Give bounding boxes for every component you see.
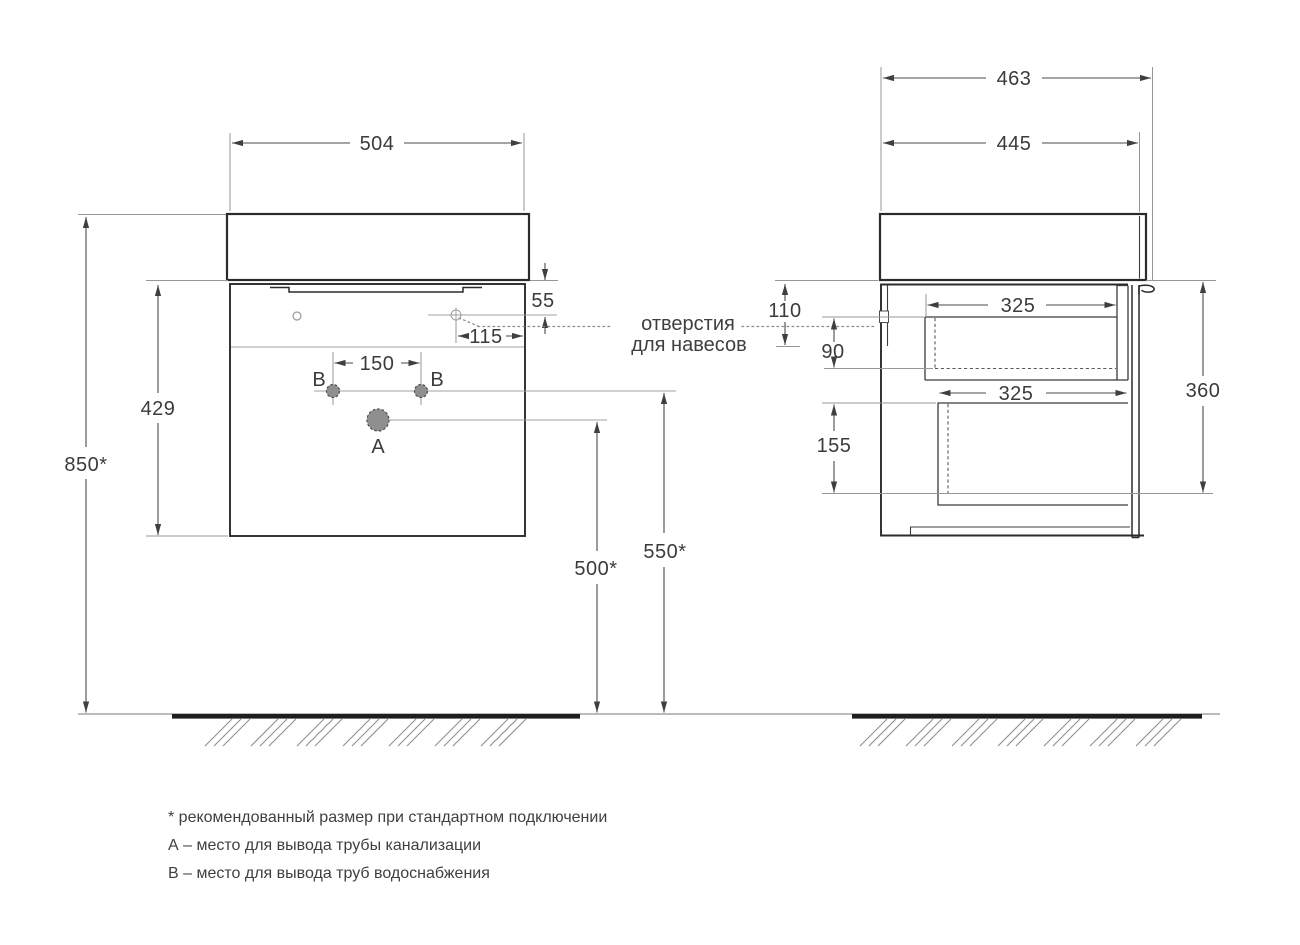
dim-top-drawer-325 — [926, 294, 1116, 317]
dim-500-label: 500* — [574, 558, 618, 580]
door-panel — [1132, 285, 1154, 538]
dim-445-label: 445 — [996, 133, 1032, 155]
dim-width-504 — [230, 133, 524, 211]
lower-drawer — [938, 403, 1128, 505]
dim-90-label: 90 — [821, 341, 845, 363]
small-hole — [293, 312, 301, 320]
dim-total-height-850 — [64, 215, 226, 713]
dim-hanger-top-110 — [768, 281, 878, 347]
dim-hanger-drawer-90 — [821, 317, 933, 369]
dim-850-label: 850* — [64, 454, 108, 476]
floor-strip-right — [852, 714, 1202, 719]
side-view — [768, 67, 1220, 538]
water-point-b-left — [327, 385, 340, 398]
dim-a-floor-500 — [574, 422, 617, 713]
dim-325-bottom-label: 325 — [998, 383, 1034, 405]
dim-b-floor-550 — [643, 393, 686, 713]
dim-429-label: 429 — [140, 398, 176, 420]
door-handle-hook — [1139, 285, 1154, 294]
dim-115-label: 115 — [469, 326, 503, 348]
point-b-left-label: В — [312, 369, 326, 391]
plinth-recess — [911, 527, 1131, 536]
dim-width-label: 504 — [359, 133, 395, 155]
dim-463-label: 463 — [996, 68, 1032, 90]
front-view — [64, 133, 686, 713]
point-a-label: А — [371, 436, 385, 458]
dim-inner-height-360 — [1146, 281, 1220, 493]
annotation-line1: отверстия — [641, 313, 735, 335]
dim-360-label: 360 — [1185, 380, 1221, 402]
annotation-line2: для навесов — [631, 334, 747, 356]
dim-155-label: 155 — [816, 435, 852, 457]
dim-55-label: 55 — [531, 290, 555, 312]
dim-325-top-label: 325 — [1000, 295, 1036, 317]
dim-body-depth-445 — [883, 132, 1140, 212]
legend-note-point-b: В – место для вывода труб водоснабжения — [168, 865, 490, 882]
dim-150-label: 150 — [359, 353, 395, 375]
dim-550-label: 550* — [643, 541, 687, 563]
dim-bottom-drawer-height-155 — [817, 403, 936, 493]
legend — [168, 809, 607, 882]
floor — [78, 714, 1220, 746]
dim-bottom-drawer-325 — [940, 383, 1127, 405]
dim-110-label: 110 — [768, 300, 802, 322]
water-point-b-right — [415, 385, 428, 398]
floor-strip-left — [172, 714, 580, 719]
dim-hanger-down-55 — [530, 263, 558, 334]
legend-note-recommended: * рекомендованный размер при стандартном подключении — [168, 809, 608, 826]
drain-point-a — [367, 409, 389, 431]
countertop-side — [880, 214, 1146, 280]
cabinet-side-body — [881, 285, 1144, 536]
dim-body-height-429 — [141, 281, 228, 537]
floor-hatching-left — [205, 719, 526, 746]
floor-hatching-right — [860, 719, 1181, 746]
countertop-front — [227, 214, 529, 280]
legend-note-point-a: А – место для вывода трубы канализации — [168, 837, 482, 854]
point-b-right-label: В — [430, 369, 444, 391]
